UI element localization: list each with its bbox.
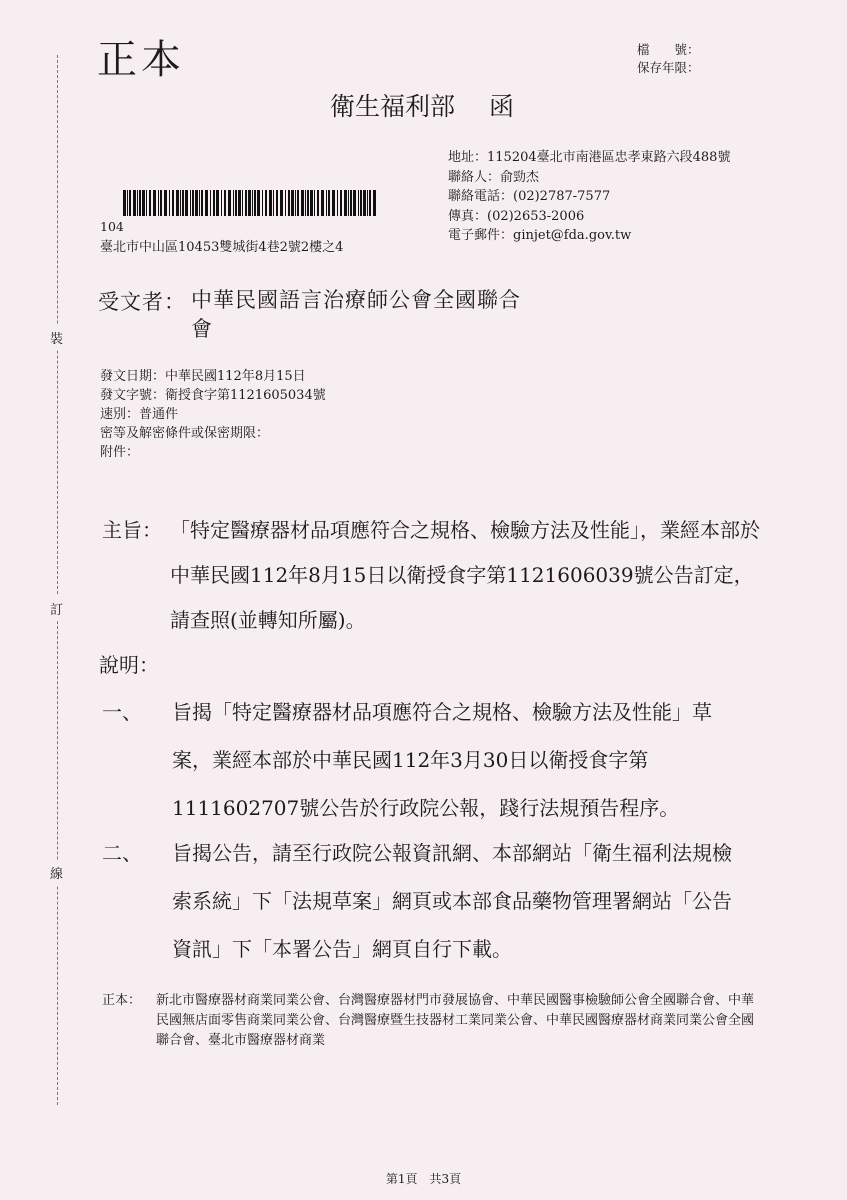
explanation-item-2 (102, 829, 742, 973)
document-title (330, 94, 514, 119)
barcode-bar (149, 190, 151, 216)
doc-type: 函 (489, 92, 515, 121)
barcode-bar (344, 190, 347, 216)
barcode-bar (252, 190, 253, 216)
secrecy-level: 密等及解密條件或保密期限： (100, 426, 270, 441)
barcode-bar (146, 190, 147, 216)
barcode-bar (180, 190, 181, 216)
barcode-bar (301, 190, 304, 216)
barcode (123, 190, 377, 216)
item-number: 二、 (102, 841, 142, 865)
barcode-bar (310, 190, 313, 216)
barcode-bar (328, 190, 330, 216)
binding-char-3: 線 (50, 860, 63, 885)
barcode-bar (369, 190, 371, 216)
contact-phone: 聯絡電話：(02)2787-7577 (448, 189, 611, 204)
mailing-address: 臺北市中山區10453雙城街4巷2號2樓之4 (100, 240, 344, 255)
barcode-bar (199, 190, 200, 216)
copies-label: 正本： (102, 993, 142, 1008)
barcode-bar (190, 190, 191, 216)
barcode-bar (276, 190, 278, 216)
barcode-bar (139, 190, 141, 216)
barcode-bar (158, 190, 159, 216)
barcode-bar (353, 190, 356, 216)
issue-number: 發文字號：衛授食字第1121605034號 (100, 388, 326, 403)
barcode-bar (137, 190, 138, 216)
subject-section (102, 508, 772, 643)
contact-person: 聯絡人：俞勁杰 (448, 169, 540, 185)
attachment: 附件： (100, 445, 140, 460)
contact-email: 電子郵件：ginjet@fda.gov.tw (448, 228, 632, 243)
barcode-bar (182, 190, 184, 216)
contact-block (448, 148, 730, 246)
binding-line (57, 55, 58, 1105)
agency-title: 衛生福利部 (330, 92, 456, 121)
barcode-bar (254, 190, 256, 216)
explanation-item-1 (102, 688, 742, 832)
barcode-bar (350, 190, 352, 216)
barcode-bar (142, 190, 145, 216)
barcode-bar (169, 190, 170, 216)
barcode-bar (205, 190, 208, 216)
issue-date: 發文日期：中華民國112年8月15日 (100, 369, 306, 384)
barcode-bar (348, 190, 349, 216)
barcode-bar (164, 190, 167, 216)
barcode-bar (321, 190, 324, 216)
barcode-bar (340, 190, 342, 216)
barcode-bar (332, 190, 335, 216)
barcode-bar (233, 190, 234, 216)
barcode-bar (317, 190, 319, 216)
binding-char-1: 裝 (50, 325, 63, 350)
barcode-bar (127, 190, 128, 216)
barcode-bar (133, 190, 136, 216)
file-info (637, 41, 700, 77)
barcode-bar (228, 190, 231, 216)
copies-text: 新北市醫療器材商業同業公會、台灣醫療器材門市發展協會、中華民國醫事檢驗師公會全國聯合會、中華民國無店面零售商業同業公會、台灣醫療暨生技器材工業同業公會、中華民國醫療器材商業同業公會全國聯合會、臺北市醫療器材商業 (156, 993, 755, 1048)
binding-char-2: 訂 (50, 596, 63, 621)
barcode-bar (213, 190, 215, 216)
barcode-bar (262, 190, 263, 216)
barcode-bar (291, 190, 294, 216)
barcode-bar (257, 190, 260, 216)
barcode-bar (367, 190, 368, 216)
barcode-bar (172, 190, 174, 216)
barcode-bar (248, 190, 251, 216)
barcode-bar (285, 190, 286, 216)
barcode-bar (269, 190, 272, 216)
barcode-bar (238, 190, 241, 216)
barcode-bar (297, 190, 299, 216)
barcode-bar (288, 190, 290, 216)
barcode-bar (307, 190, 309, 216)
barcode-bar (314, 190, 315, 216)
barcode-bar (280, 190, 283, 216)
barcode-bar (326, 190, 327, 216)
barcode-bar (192, 190, 194, 216)
barcode-bar (245, 190, 247, 216)
barcode-bar (242, 190, 243, 216)
recipient-name: 中華民國語言治療師公會全國聯合會 (191, 288, 521, 341)
barcode-bar (358, 190, 359, 216)
page-current: 第1頁 (385, 1172, 418, 1186)
barcode-bar (160, 190, 162, 216)
page-number (0, 1170, 847, 1187)
subject-label: 主旨： (102, 518, 162, 542)
barcode-bar (195, 190, 198, 216)
document-meta (100, 367, 326, 462)
barcode-bar (295, 190, 296, 216)
page-total: 共3頁 (429, 1172, 462, 1186)
barcode-bar (373, 190, 376, 216)
barcode-bar (273, 190, 274, 216)
barcode-bar (176, 190, 179, 216)
barcode-bar (201, 190, 203, 216)
item-text: 旨揭公告，請至行政院公報資訊網、本部網站「衛生福利法規檢索系統」下「法規草案」網頁或本部食品藥物管理署網站「公告資訊」下「本署公告」網頁自行下載。 (172, 841, 732, 961)
barcode-bar (210, 190, 211, 216)
barcode-bar (337, 190, 338, 216)
barcode-bar (123, 190, 126, 216)
barcode-bar (235, 190, 237, 216)
copies-section (102, 991, 762, 1051)
barcode-bar (216, 190, 219, 216)
subject-text: 「特定醫療器材品項應符合之規格、檢驗方法及性能」，業經本部於中華民國112年8月15日以衛授食字第1121606039號公告訂定，請查照(並轉知所屬)。 (170, 518, 760, 632)
barcode-bar (305, 190, 306, 216)
barcode-bar (224, 190, 226, 216)
retention-label: 保存年限： (637, 60, 700, 75)
recipient-label: 受文者： (98, 290, 186, 314)
barcode-bar (363, 190, 366, 216)
mailing-zip: 104 (100, 219, 124, 234)
barcode-bar (129, 190, 131, 216)
barcode-bar (185, 190, 188, 216)
item-text: 旨揭「特定醫療器材品項應符合之規格、檢驗方法及性能」草案，業經本部於中華民國112年3月30日以衛授食字第1111602707號公告於行政院公報，踐行法規預告程序。 (172, 700, 712, 820)
barcode-bar (221, 190, 222, 216)
copy-mark: 正本 (97, 37, 185, 83)
barcode-bar (265, 190, 267, 216)
file-number-label: 檔 號： (637, 42, 700, 57)
barcode-bar (360, 190, 362, 216)
delivery-speed: 速別：普通件 (100, 407, 179, 422)
barcode-bar (153, 190, 156, 216)
contact-fax: 傳真：(02)2653-2006 (448, 208, 585, 224)
explanation-label: 說明： (99, 653, 159, 677)
item-number: 一、 (102, 700, 142, 724)
contact-address: 地址：115204臺北市南港區忠孝東路六段488號 (448, 150, 731, 165)
